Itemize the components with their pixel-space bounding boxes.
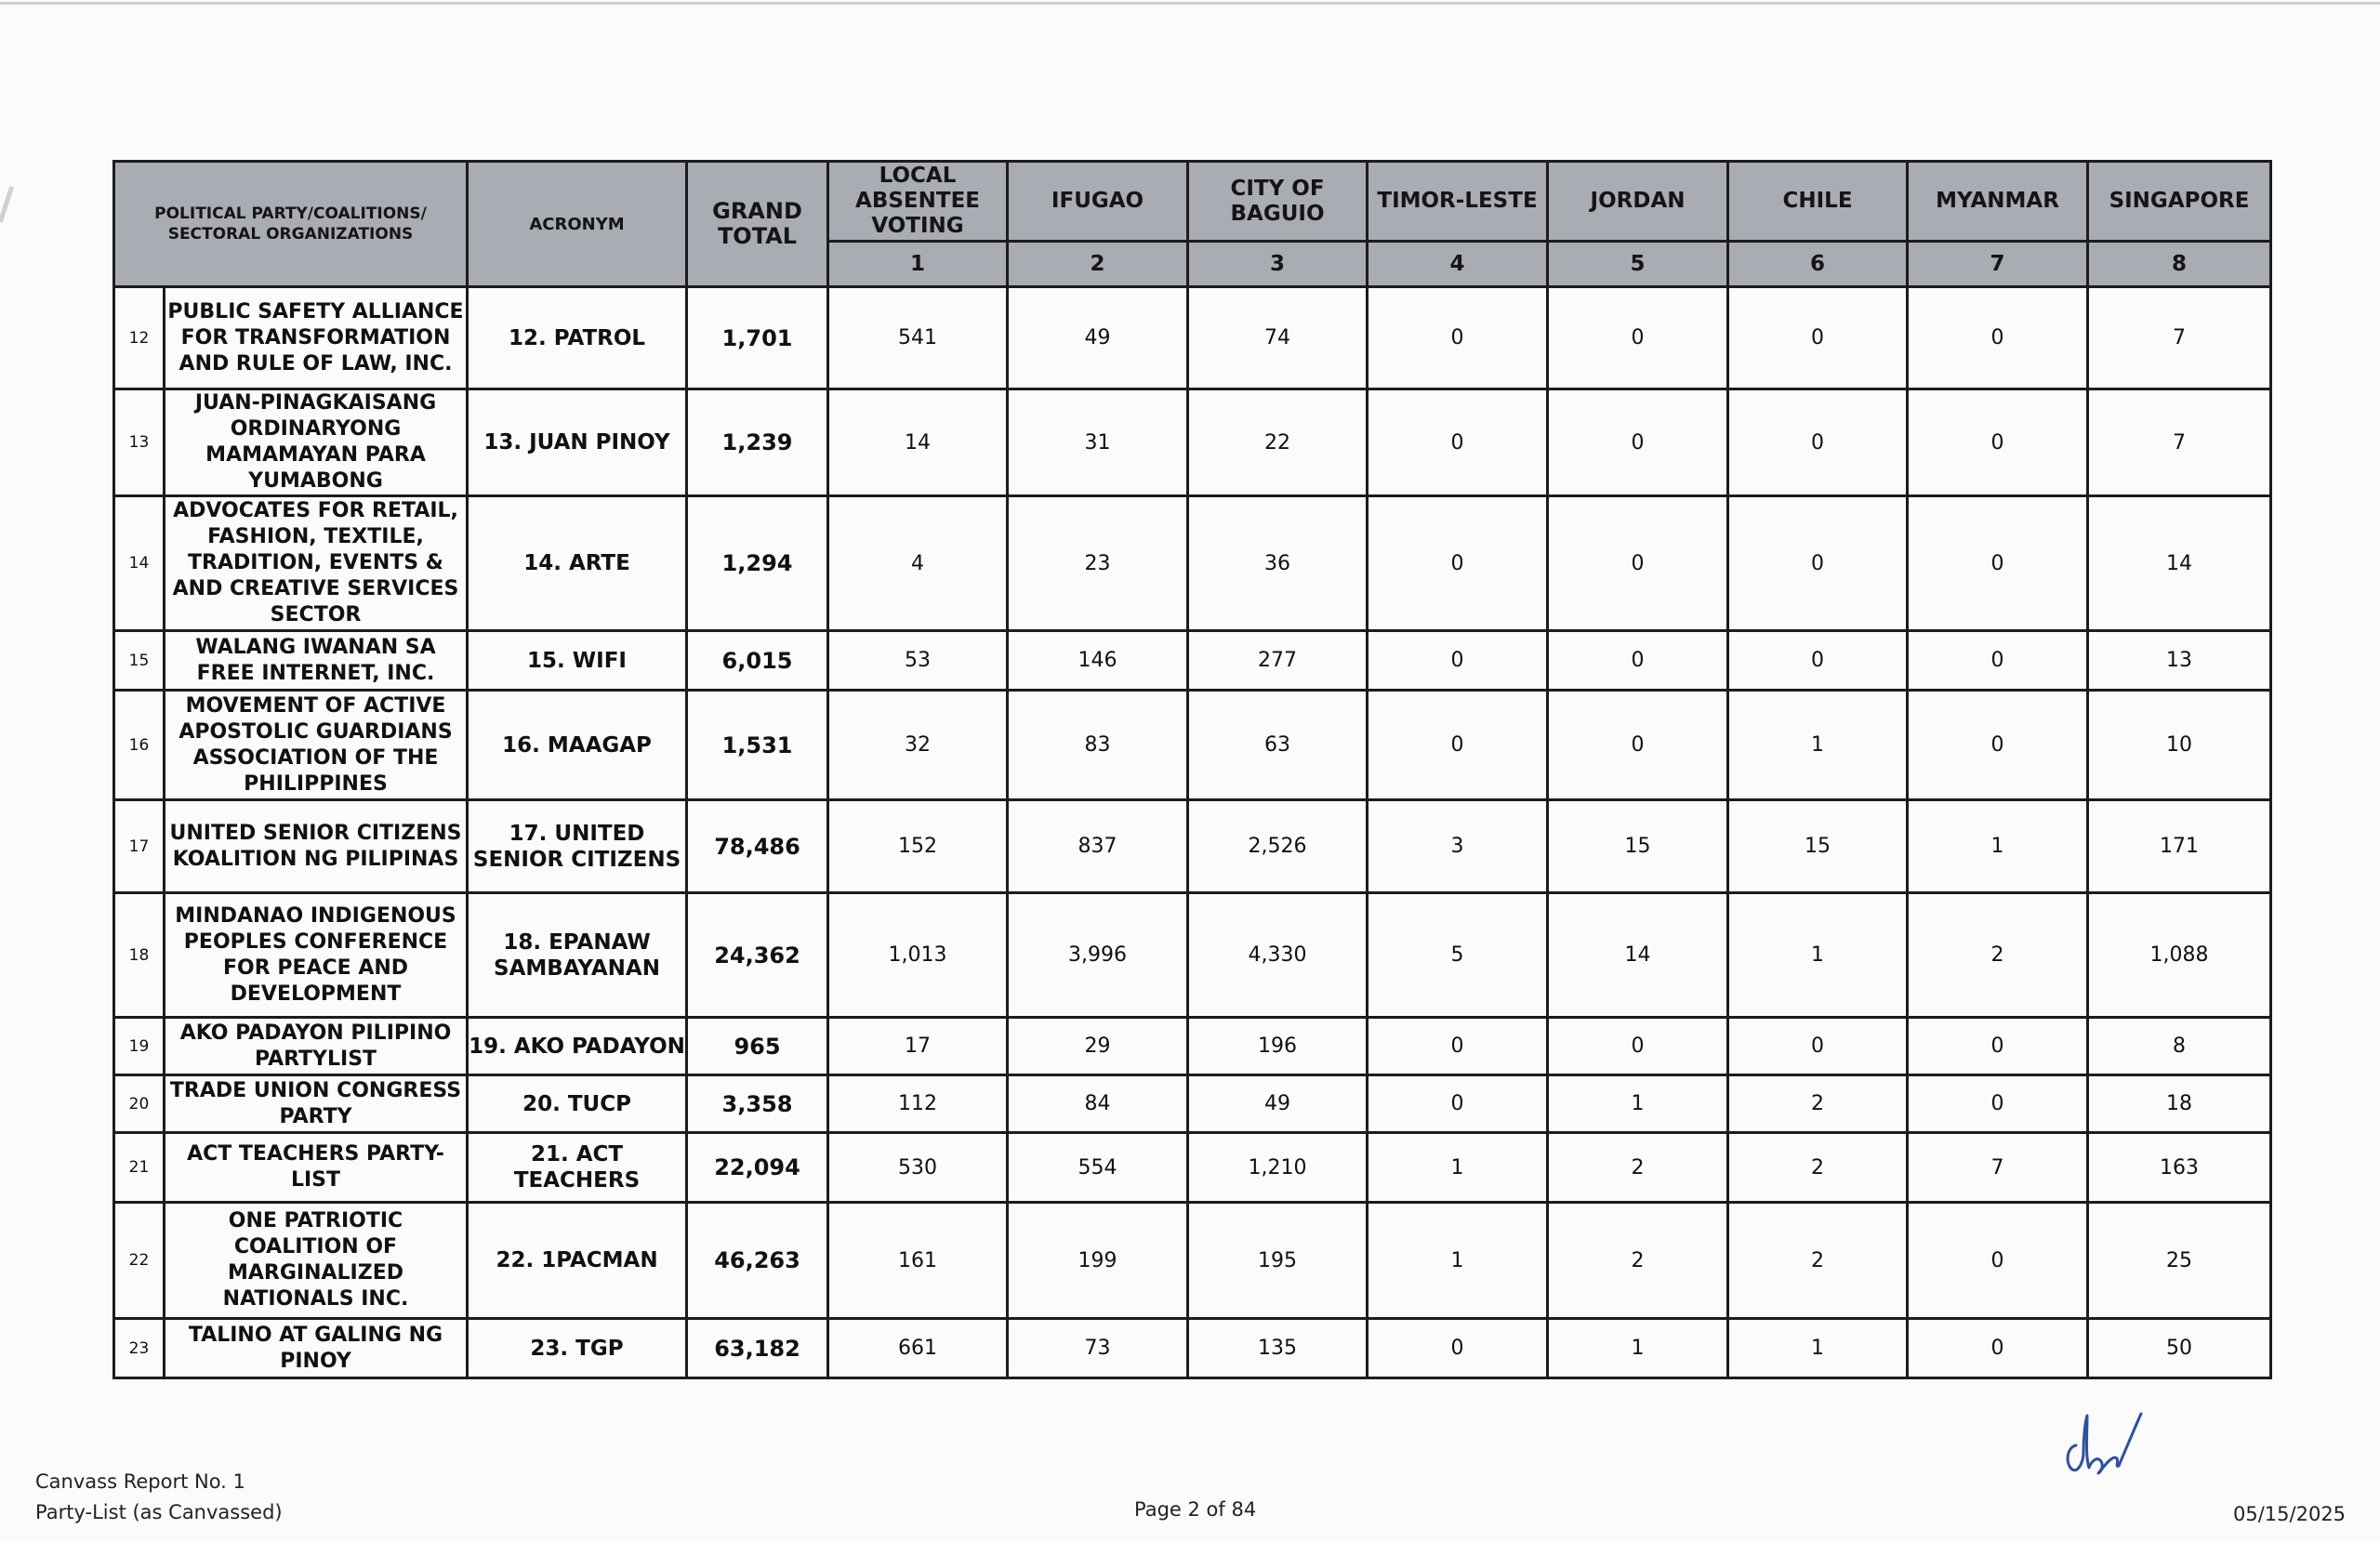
vote-count: 0 <box>1728 287 1908 389</box>
vote-count: 14 <box>1548 893 1728 1018</box>
vote-count: 0 <box>1908 496 2088 631</box>
vote-count: 83 <box>1008 691 1188 800</box>
vote-count: 25 <box>2088 1203 2271 1319</box>
vote-count: 0 <box>1368 691 1548 800</box>
vote-count: 2 <box>1908 893 2088 1018</box>
vote-count: 0 <box>1368 631 1548 691</box>
vote-count: 0 <box>1728 496 1908 631</box>
vote-count: 2,526 <box>1188 800 1368 893</box>
vote-count: 73 <box>1008 1319 1188 1378</box>
vote-count: 0 <box>1728 389 1908 496</box>
header-ifugao: IFUGAO <box>1008 162 1188 242</box>
grand-total: 78,486 <box>687 800 828 893</box>
vote-count: 1 <box>1728 893 1908 1018</box>
row-number: 13 <box>114 389 165 496</box>
vote-count: 18 <box>2088 1075 2271 1133</box>
vote-count: 1,088 <box>2088 893 2271 1018</box>
header-col-number: 7 <box>1908 242 2088 287</box>
header-singapore: SINGAPORE <box>2088 162 2271 242</box>
vote-count: 0 <box>1368 1319 1548 1378</box>
row-number: 15 <box>114 631 165 691</box>
vote-count: 63 <box>1188 691 1368 800</box>
party-acronym: 19. AKO PADAYON <box>468 1018 687 1075</box>
header-acronym: ACRONYM <box>468 162 687 287</box>
vote-count: 49 <box>1188 1075 1368 1133</box>
vote-count: 0 <box>1368 1018 1548 1075</box>
vote-count: 13 <box>2088 631 2271 691</box>
header-col-number: 1 <box>828 242 1008 287</box>
row-number: 12 <box>114 287 165 389</box>
row-number: 23 <box>114 1319 165 1378</box>
vote-count: 23 <box>1008 496 1188 631</box>
vote-count: 22 <box>1188 389 1368 496</box>
vote-count: 0 <box>1368 1075 1548 1133</box>
vote-count: 74 <box>1188 287 1368 389</box>
table-row <box>114 631 2271 691</box>
vote-count: 14 <box>2088 496 2271 631</box>
grand-total: 1,239 <box>687 389 828 496</box>
party-acronym: 20. TUCP <box>468 1075 687 1133</box>
table-row <box>114 893 2271 1018</box>
party-name: ADVOCATES FOR RETAIL, FASHION, TEXTILE, TRADITION, EVENTS & AND CREATIVE SERVICES SECTOR <box>165 496 468 631</box>
table-row <box>114 1018 2271 1075</box>
vote-count: 1 <box>1548 1319 1728 1378</box>
vote-count: 146 <box>1008 631 1188 691</box>
grand-total: 24,362 <box>687 893 828 1018</box>
vote-count: 0 <box>1548 287 1728 389</box>
party-name: UNITED SENIOR CITIZENS KOALITION NG PILIPINAS <box>165 800 468 893</box>
party-name: TALINO AT GALING NG PINOY <box>165 1319 468 1378</box>
vote-count: 1 <box>1728 1319 1908 1378</box>
vote-count: 1 <box>1728 691 1908 800</box>
vote-count: 0 <box>1548 389 1728 496</box>
table-row <box>114 800 2271 893</box>
vote-count: 1,210 <box>1188 1133 1368 1203</box>
table-row <box>114 389 2271 496</box>
vote-count: 7 <box>2088 287 2271 389</box>
vote-count: 17 <box>828 1018 1008 1075</box>
vote-count: 837 <box>1008 800 1188 893</box>
header-party: POLITICAL PARTY/COALITIONS/ SECTORAL ORGANIZATIONS <box>114 162 468 287</box>
vote-count: 0 <box>1368 496 1548 631</box>
vote-count: 1 <box>1368 1133 1548 1203</box>
vote-count: 0 <box>1908 1018 2088 1075</box>
vote-count: 0 <box>1368 389 1548 496</box>
vote-count: 49 <box>1008 287 1188 389</box>
vote-count: 50 <box>2088 1319 2271 1378</box>
vote-count: 10 <box>2088 691 2271 800</box>
vote-count: 2 <box>1548 1203 1728 1319</box>
vote-count: 0 <box>1548 691 1728 800</box>
vote-count: 15 <box>1548 800 1728 893</box>
row-number: 20 <box>114 1075 165 1133</box>
table-row <box>114 1133 2271 1203</box>
vote-count: 0 <box>1548 1018 1728 1075</box>
header-grand-total: GRAND TOTAL <box>687 162 828 287</box>
vote-count: 0 <box>1728 1018 1908 1075</box>
party-acronym: 13. JUAN PINOY <box>468 389 687 496</box>
vote-count: 2 <box>1728 1075 1908 1133</box>
grand-total: 1,531 <box>687 691 828 800</box>
party-acronym: 21. ACT TEACHERS <box>468 1133 687 1203</box>
footer-date: 05/15/2025 <box>2233 1503 2347 1525</box>
vote-count: 196 <box>1188 1018 1368 1075</box>
vote-count: 3,996 <box>1008 893 1188 1018</box>
table-row <box>114 1203 2271 1319</box>
vote-count: 195 <box>1188 1203 1368 1319</box>
party-name: AKO PADAYON PILIPINO PARTYLIST <box>165 1018 468 1075</box>
vote-count: 0 <box>1908 389 2088 496</box>
row-number: 18 <box>114 893 165 1018</box>
party-name: WALANG IWANAN SA FREE INTERNET, INC. <box>165 631 468 691</box>
header-col-number: 6 <box>1728 242 1908 287</box>
table-body <box>114 287 2271 1378</box>
party-name: TRADE UNION CONGRESS PARTY <box>165 1075 468 1133</box>
grand-total: 3,358 <box>687 1075 828 1133</box>
vote-count: 0 <box>1728 631 1908 691</box>
vote-count: 0 <box>1908 631 2088 691</box>
header-jordan: JORDAN <box>1548 162 1728 242</box>
party-acronym: 15. WIFI <box>468 631 687 691</box>
party-acronym: 23. TGP <box>468 1319 687 1378</box>
footer-page-number: Page 2 of 84 <box>1134 1498 1257 1521</box>
table-row <box>114 496 2271 631</box>
row-number: 19 <box>114 1018 165 1075</box>
signature-icon <box>2059 1408 2143 1483</box>
grand-total: 6,015 <box>687 631 828 691</box>
row-number: 16 <box>114 691 165 800</box>
grand-total: 1,294 <box>687 496 828 631</box>
party-acronym: 17. UNITED SENIOR CITIZENS <box>468 800 687 893</box>
header-chile: CHILE <box>1728 162 1908 242</box>
vote-count: 0 <box>1908 1075 2088 1133</box>
canvass-table <box>112 160 2272 1379</box>
vote-count: 277 <box>1188 631 1368 691</box>
vote-count: 0 <box>1548 631 1728 691</box>
vote-count: 199 <box>1008 1203 1188 1319</box>
row-number: 14 <box>114 496 165 631</box>
vote-count: 7 <box>1908 1133 2088 1203</box>
vote-count: 171 <box>2088 800 2271 893</box>
top-scan-edge <box>0 2 2380 5</box>
header-col-number: 2 <box>1008 242 1188 287</box>
grand-total: 22,094 <box>687 1133 828 1203</box>
vote-count: 31 <box>1008 389 1188 496</box>
party-name: MOVEMENT OF ACTIVE APOSTOLIC GUARDIANS ASSOCIATION OF THE PHILIPPINES <box>165 691 468 800</box>
vote-count: 161 <box>828 1203 1008 1319</box>
vote-count: 29 <box>1008 1018 1188 1075</box>
vote-count: 661 <box>828 1319 1008 1378</box>
footer-report-number: Canvass Report No. 1 <box>35 1470 245 1493</box>
party-name: ACT TEACHERS PARTY-LIST <box>165 1133 468 1203</box>
header-col-number: 8 <box>2088 242 2271 287</box>
party-name: MINDANAO INDIGENOUS PEOPLES CONFERENCE FOR PEACE AND DEVELOPMENT <box>165 893 468 1018</box>
vote-count: 32 <box>828 691 1008 800</box>
vote-count: 0 <box>1548 496 1728 631</box>
header-myanmar: MYANMAR <box>1908 162 2088 242</box>
vote-count: 2 <box>1728 1133 1908 1203</box>
vote-count: 163 <box>2088 1133 2271 1203</box>
vote-count: 14 <box>828 389 1008 496</box>
party-acronym: 16. MAAGAP <box>468 691 687 800</box>
party-acronym: 12. PATROL <box>468 287 687 389</box>
header-local-absentee-voting: LOCAL ABSENTEE VOTING <box>828 162 1008 242</box>
vote-count: 1,013 <box>828 893 1008 1018</box>
header-col-number: 3 <box>1188 242 1368 287</box>
grand-total: 965 <box>687 1018 828 1075</box>
vote-count: 135 <box>1188 1319 1368 1378</box>
vote-count: 152 <box>828 800 1008 893</box>
vote-count: 0 <box>1908 287 2088 389</box>
vote-count: 554 <box>1008 1133 1188 1203</box>
vote-count: 53 <box>828 631 1008 691</box>
vote-count: 0 <box>1368 287 1548 389</box>
grand-total: 46,263 <box>687 1203 828 1319</box>
vote-count: 3 <box>1368 800 1548 893</box>
party-acronym: 14. ARTE <box>468 496 687 631</box>
table-header <box>114 162 2271 287</box>
header-col-number: 5 <box>1548 242 1728 287</box>
scan-mark <box>0 186 14 223</box>
vote-count: 15 <box>1728 800 1908 893</box>
header-col-number: 4 <box>1368 242 1548 287</box>
grand-total: 63,182 <box>687 1319 828 1378</box>
row-number: 21 <box>114 1133 165 1203</box>
vote-count: 0 <box>1908 691 2088 800</box>
vote-count: 1 <box>1548 1075 1728 1133</box>
vote-count: 1 <box>1908 800 2088 893</box>
vote-count: 5 <box>1368 893 1548 1018</box>
vote-count: 541 <box>828 287 1008 389</box>
row-number: 17 <box>114 800 165 893</box>
table-row <box>114 287 2271 389</box>
vote-count: 36 <box>1188 496 1368 631</box>
party-acronym: 22. 1PACMAN <box>468 1203 687 1319</box>
vote-count: 0 <box>1908 1203 2088 1319</box>
party-name: JUAN-PINAGKAISANG ORDINARYONG MAMAMAYAN PARA YUMABONG <box>165 389 468 496</box>
header-city-of-baguio: CITY OF BAGUIO <box>1188 162 1368 242</box>
row-number: 22 <box>114 1203 165 1319</box>
vote-count: 0 <box>1908 1319 2088 1378</box>
table-row <box>114 1075 2271 1133</box>
vote-count: 112 <box>828 1075 1008 1133</box>
party-name: PUBLIC SAFETY ALLIANCE FOR TRANSFORMATION AND RULE OF LAW, INC. <box>165 287 468 389</box>
vote-count: 530 <box>828 1133 1008 1203</box>
grand-total: 1,701 <box>687 287 828 389</box>
vote-count: 2 <box>1548 1133 1728 1203</box>
vote-count: 1 <box>1368 1203 1548 1319</box>
vote-count: 8 <box>2088 1018 2271 1075</box>
footer-report-subtitle: Party-List (as Canvassed) <box>35 1501 283 1523</box>
vote-count: 4,330 <box>1188 893 1368 1018</box>
header-row-labels <box>114 162 2271 242</box>
vote-count: 7 <box>2088 389 2271 496</box>
header-timor-leste: TIMOR-LESTE <box>1368 162 1548 242</box>
vote-count: 2 <box>1728 1203 1908 1319</box>
table-row <box>114 691 2271 800</box>
vote-count: 84 <box>1008 1075 1188 1133</box>
party-name: ONE PATRIOTIC COALITION OF MARGINALIZED NATIONALS INC. <box>165 1203 468 1319</box>
party-acronym: 18. EPANAW SAMBAYANAN <box>468 893 687 1018</box>
vote-count: 4 <box>828 496 1008 631</box>
table-row <box>114 1319 2271 1378</box>
